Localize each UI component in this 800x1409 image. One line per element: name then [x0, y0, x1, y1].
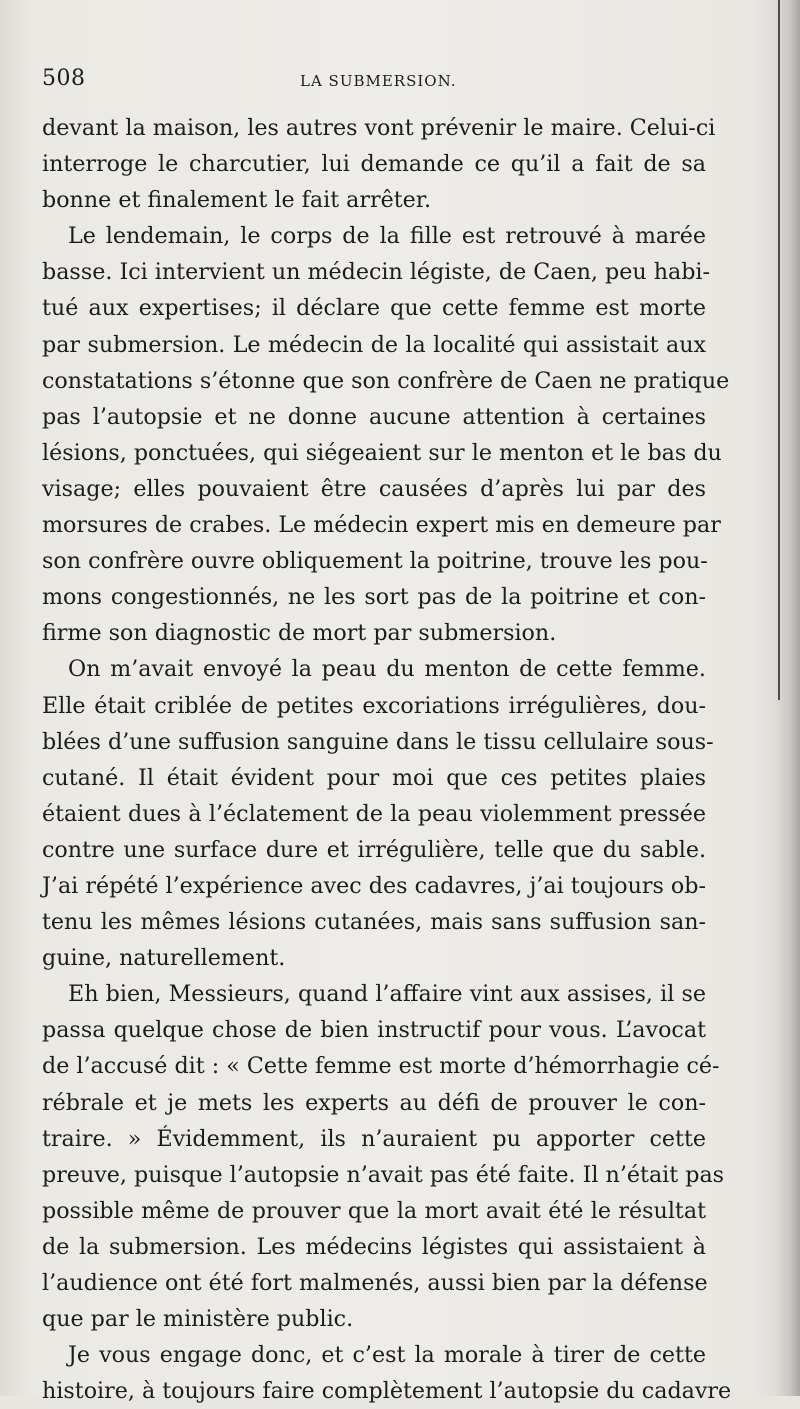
- text-line: l’audience ont été fort malmenés, aussi bien par la défense: [42, 1270, 708, 1296]
- text-line: preuve, puisque l’autopsie n’avait pas été faite. Il n’était pas: [42, 1161, 725, 1188]
- text-line: mons congestionnés, ne les sort pas de la poitrine et con-: [42, 584, 706, 611]
- text-line: Le lendemain, le corps de la fille est retrouvé à marée: [68, 223, 706, 250]
- text-line: étaient dues à l’éclatement de la peau violemment pressée: [42, 800, 706, 827]
- text-line: cutané. Il était évident pour moi que ces petites plaies: [42, 764, 706, 791]
- page-binding-edge-line: [778, 0, 780, 700]
- text-line: de l’accusé dit : « Cette femme est morte d’hémorrhagie cé-: [42, 1053, 720, 1080]
- text-line: devant la maison, les autres vont prévenir le maire. Celui-ci: [42, 115, 716, 141]
- text-line: de la submersion. Les médecins légistes qui assistaient à: [42, 1233, 706, 1260]
- text-line: rébrale et je mets les experts au défi de prouver le con-: [42, 1089, 706, 1116]
- text-line: interroge le charcutier, lui demande ce qu’il a fait de sa: [42, 151, 706, 178]
- text-line: histoire, à toujours faire complètement l’autopsie du cadavre: [42, 1378, 732, 1405]
- page-header: [42, 66, 702, 106]
- text-line: Eh bien, Messieurs, quand l’affaire vint aux assises, il se: [68, 981, 706, 1008]
- text-line: Je vous engage donc, et c’est la morale à tirer de cette: [68, 1342, 706, 1369]
- text-line: blées d’une suffusion sanguine dans le tissu cellulaire sous-: [42, 728, 714, 755]
- text-line: par submersion. Le médecin de la localité qui assistait aux: [42, 331, 706, 358]
- body-text: [42, 110, 732, 1409]
- text-line: que par le ministère public.: [42, 1306, 354, 1333]
- text-line: morsures de crabes. Le médecin expert mis en demeure par: [42, 512, 721, 539]
- text-line: visage; elles pouvaient être causées d’après lui par des: [42, 475, 706, 502]
- text-line: constatations s’étonne que son confrère de Caen ne pratique: [42, 367, 730, 394]
- text-line: son confrère ouvre obliquement la poitrine, trouve les pou-: [42, 548, 708, 575]
- text-line: bonne et finalement le fait arrêter.: [42, 187, 432, 214]
- text-line: Elle était criblée de petites excoriations irrégulières, dou-: [42, 692, 706, 719]
- text-line: firme son diagnostic de mort par submersion.: [42, 620, 557, 647]
- text-line: possible même de prouver que la mort avait été le résultat: [42, 1197, 706, 1224]
- text-line: contre une surface dure et irrégulière, telle que du sable.: [42, 836, 706, 863]
- text-line: guine, naturellement.: [42, 945, 286, 972]
- text-line: tenu les mêmes lésions cutanées, mais sans suffusion san-: [42, 909, 706, 936]
- text-line: lésions, ponctuées, qui siégeaient sur le menton et le bas du: [42, 439, 722, 466]
- page-number: 508: [42, 66, 86, 91]
- text-line: On m’avait envoyé la peau du menton de cette femme.: [68, 656, 706, 683]
- text-line: passa quelque chose de bien instructif pour vous. L’avocat: [42, 1017, 706, 1044]
- text-line: J’ai répété l’expérience avec des cadavres, j’ai toujours ob-: [42, 872, 706, 899]
- text-line: pas l’autopsie et ne donne aucune attention à certaines: [42, 403, 706, 430]
- text-line: tué aux expertises; il déclare que cette femme est morte: [42, 295, 706, 322]
- running-title: LA SUBMERSION.: [300, 72, 457, 90]
- text-line: basse. Ici intervient un médecin légiste, de Caen, peu habi-: [42, 259, 711, 286]
- text-line: traire. » Évidemment, ils n’auraient pu apporter cette: [42, 1125, 706, 1152]
